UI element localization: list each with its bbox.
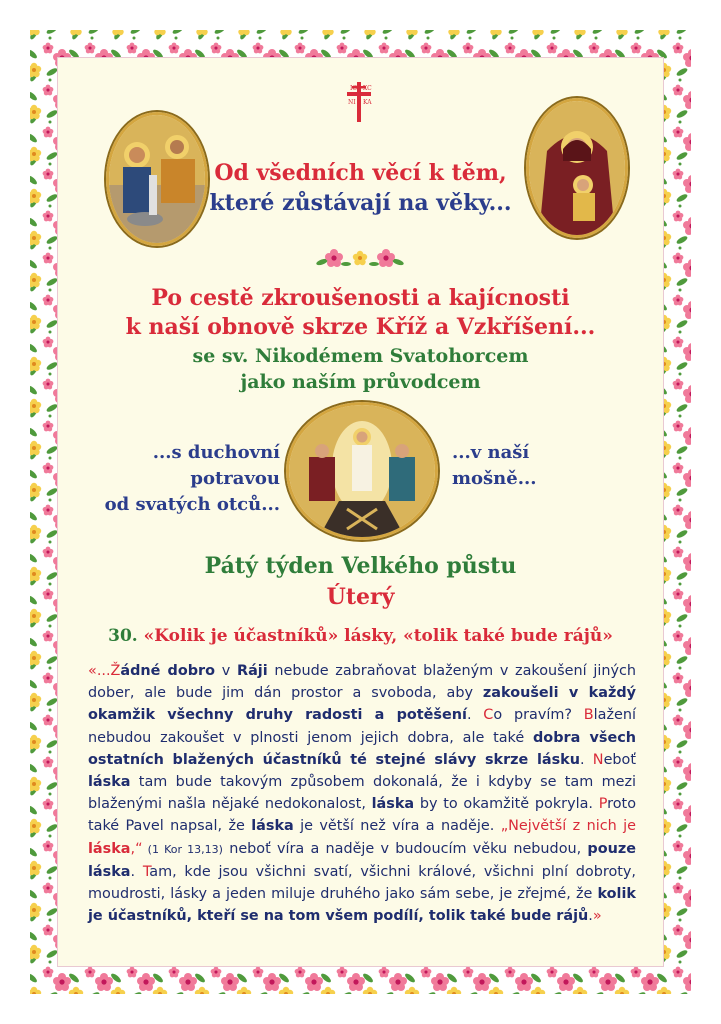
body-initial: C xyxy=(483,707,494,724)
side-left-line2: potravou xyxy=(190,468,280,489)
intro-line2: k naší obnově skrze Kříž a Vzkříšení... xyxy=(125,314,596,340)
quote-open: « xyxy=(88,663,97,679)
scripture-quote-bold: láska xyxy=(88,840,131,857)
side-text-right xyxy=(452,440,592,492)
body-run: tam bude takovým způsobem dokonalá, že i kdyby se tam mezi blaženými našla nějaké nedokonalost, xyxy=(88,774,636,813)
body-bold: ádné dobro xyxy=(120,663,216,679)
body-run: . xyxy=(580,751,593,768)
scripture-reference: (1 Kor 13,13) xyxy=(142,842,223,856)
body-text xyxy=(88,660,636,927)
body-initial: T xyxy=(142,863,150,880)
side-right-line1: ...v naší xyxy=(452,442,530,463)
verse-text: «Kolik je účastníků» lásky, «tolik také bude rájů» xyxy=(143,626,613,646)
scripture-quote: „Největší z nich je xyxy=(500,818,636,835)
body-run: je větší než víra a naděje. xyxy=(293,818,501,835)
floral-garland-icon xyxy=(312,248,408,270)
week-title: Pátý týden Velkého půstu xyxy=(204,553,517,579)
cross-letter-ni: NI xyxy=(348,99,356,106)
cross-letter-ka: KA xyxy=(363,99,372,106)
body-initial: N xyxy=(592,751,604,768)
intro-line3: se sv. Nikodémem Svatohorcem xyxy=(192,345,529,367)
body-bold: dobra všech ostatních blažených účastníků té stejné slávy skrze lásku xyxy=(88,729,636,768)
body-run: lažení nebudou zakoušet v plnosti jenom jejich dobra, ale také xyxy=(88,707,636,746)
intro-line1: Po cestě zkroušenosti a kajícnosti xyxy=(151,285,570,311)
body-initial: ...Ž xyxy=(96,663,121,679)
cross-icon xyxy=(342,80,376,124)
verse-heading xyxy=(0,626,721,646)
body-run: . xyxy=(130,863,143,880)
body-run: by to okamžitě pokryla. xyxy=(414,796,599,813)
body-bold: pouze láska xyxy=(88,840,636,880)
body-run: . xyxy=(466,707,484,724)
body-initial: B xyxy=(583,707,594,724)
side-text-left xyxy=(80,440,280,518)
quote-close: » xyxy=(592,908,602,925)
body-run: neboť víra a naděje v budoucím věku nebudou, xyxy=(222,840,588,857)
cross-letter-xc: XC xyxy=(363,85,372,92)
body-run: eboť xyxy=(603,751,636,768)
body-bold: kolik je účastníků, kteří se na tom všem podílí, tolik také bude rájů xyxy=(88,886,636,925)
day-title: Úterý xyxy=(326,584,395,610)
verse-number: 30. xyxy=(108,626,138,646)
side-left-line1: ...s duchovní xyxy=(152,442,280,463)
body-run: roto také Pavel napsal, že xyxy=(88,796,636,835)
icon-resurrection xyxy=(286,402,438,540)
body-run: o pravím? xyxy=(493,707,584,724)
body-initial: P xyxy=(598,796,608,813)
side-left-line3: od svatých otců... xyxy=(104,494,280,515)
body-run: am, kde jsou všichni svatí, všichni králové, všichni plní dobroty, moudrosti, lásky a jeden miluje druhého jako sám sebe, je zřejmé, že xyxy=(88,863,636,903)
body-run: v xyxy=(215,663,237,679)
body-bold: láska xyxy=(88,774,131,791)
scripture-quote-end: ,“ xyxy=(130,840,143,857)
body-run: . xyxy=(588,908,593,925)
side-right-line2: mošně... xyxy=(452,468,537,489)
title-line2: které zůstávají na věky... xyxy=(209,190,512,216)
cross-letter-ic: IC xyxy=(350,85,357,92)
body-bold: láska xyxy=(371,796,415,813)
title-line1: Od všedních věcí k těm, xyxy=(214,160,507,186)
body-run: nebude zabraňovat blaženým v zakoušení jiných dober, ale bude jim dán prostor a svoboda, aby xyxy=(88,663,637,702)
body-bold: láska xyxy=(251,818,294,835)
body-bold: Ráji xyxy=(236,663,268,679)
body-bold: zakoušeli v každý okamžik všechny druhy radosti a potěšení xyxy=(88,685,636,724)
intro-line4: jako naším průvodcem xyxy=(240,371,481,393)
